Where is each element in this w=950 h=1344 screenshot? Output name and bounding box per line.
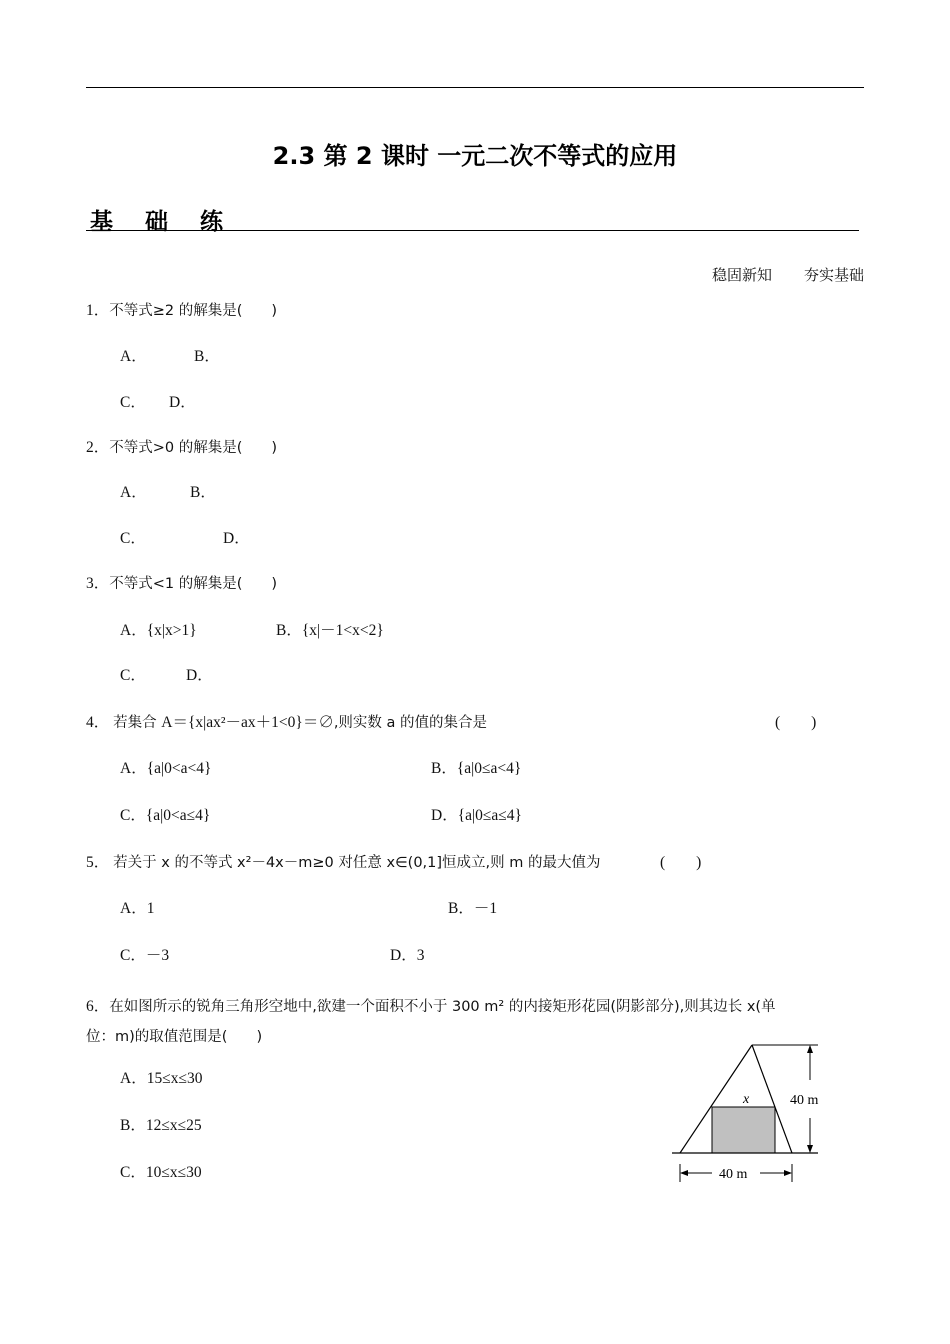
option-a[interactable]: A． bbox=[120, 484, 147, 501]
question-number: 4． bbox=[86, 714, 110, 731]
option-d[interactable] bbox=[431, 806, 522, 826]
option-a[interactable] bbox=[120, 759, 211, 779]
option-label: C． bbox=[120, 947, 146, 964]
question-6-line-2: 位：m)的取值范围是( ) bbox=[86, 1029, 263, 1045]
option-value: {a|0<a≤4} bbox=[145, 807, 211, 824]
option-b[interactable]: B． bbox=[194, 348, 220, 365]
option-d[interactable]: D． bbox=[186, 667, 213, 684]
option-value: 3 bbox=[416, 947, 425, 964]
option-label: A． bbox=[120, 900, 147, 917]
option-label: B． bbox=[276, 622, 302, 639]
question-3 bbox=[86, 574, 277, 594]
option-value: {a|0≤a≤4} bbox=[457, 807, 522, 824]
arrowhead-up bbox=[807, 1045, 813, 1053]
question-number: 2． bbox=[86, 439, 110, 456]
option-a[interactable]: A． bbox=[120, 348, 147, 365]
question-number: 1． bbox=[86, 302, 110, 319]
option-value: {a|0<a<4} bbox=[146, 760, 212, 777]
inscribed-rectangle bbox=[712, 1107, 775, 1153]
option-a[interactable] bbox=[120, 621, 197, 641]
option-label: B． bbox=[120, 1117, 146, 1134]
answer-bracket: ( ) bbox=[775, 714, 817, 731]
option-label: D． bbox=[390, 947, 417, 964]
option-d[interactable]: D． bbox=[169, 394, 196, 411]
option-c[interactable] bbox=[120, 946, 169, 966]
question-4 bbox=[86, 713, 487, 733]
arrowhead-down bbox=[807, 1145, 813, 1153]
option-d[interactable]: D． bbox=[223, 530, 250, 547]
arrowhead-left bbox=[680, 1170, 688, 1176]
question-text: 不等式<1 的解集是( ) bbox=[109, 576, 278, 592]
motto-left: 稳固新知 bbox=[711, 266, 772, 284]
question-1 bbox=[86, 301, 277, 321]
motto bbox=[712, 264, 864, 285]
option-b[interactable]: B． bbox=[190, 484, 216, 501]
option-label: D． bbox=[431, 807, 458, 824]
triangle-figure bbox=[672, 1036, 842, 1186]
option-b[interactable] bbox=[120, 1116, 202, 1136]
option-d[interactable] bbox=[390, 946, 424, 966]
top-rule bbox=[86, 87, 864, 88]
option-label: C． bbox=[120, 807, 146, 824]
question-text: 若关于 x 的不等式 x²－4x－m≥0 对任意 x∈(0,1]恒成立,则 m 的最大值为 bbox=[113, 855, 601, 871]
section-rule bbox=[86, 230, 859, 231]
option-a[interactable] bbox=[120, 1069, 202, 1089]
option-value: {a|0≤a<4} bbox=[456, 760, 522, 777]
option-label: A． bbox=[120, 622, 147, 639]
option-value: {x|－1<x<2} bbox=[301, 622, 384, 639]
option-c[interactable]: C． bbox=[120, 394, 146, 411]
option-label: B． bbox=[431, 760, 457, 777]
option-b[interactable] bbox=[276, 621, 384, 641]
option-c[interactable] bbox=[120, 1163, 202, 1183]
height-label: 40 m bbox=[790, 1093, 819, 1108]
question-number: 5． bbox=[86, 854, 110, 871]
question-text: 在如图所示的锐角三角形空地中,欲建一个面积不小于 300 m² 的内接矩形花园(阴影部分),则其边长 x(单 bbox=[109, 999, 776, 1015]
option-value: －3 bbox=[145, 947, 170, 964]
option-c[interactable]: C． bbox=[120, 530, 146, 547]
option-value: 1 bbox=[146, 900, 155, 917]
option-c[interactable]: C． bbox=[120, 667, 146, 684]
question-text-pre: 若集合 bbox=[113, 715, 162, 731]
question-text-post: ,则实数 a 的值的集合是 bbox=[333, 715, 488, 731]
question-text: 不等式≥2 的解集是( ) bbox=[109, 303, 278, 319]
question-number: 6． bbox=[86, 998, 110, 1015]
answer-bracket: ( ) bbox=[660, 854, 702, 871]
question-text: 不等式>0 的解集是( ) bbox=[109, 440, 278, 456]
side-label: x bbox=[743, 1092, 750, 1107]
option-value: {x|x>1} bbox=[146, 622, 197, 639]
base-label: 40 m bbox=[719, 1167, 748, 1182]
motto-right: 夯实基础 bbox=[803, 266, 864, 284]
option-b[interactable] bbox=[431, 759, 521, 779]
page-title: 2.3 第 2 课时 一元二次不等式的应用 bbox=[272, 142, 678, 170]
question-2 bbox=[86, 438, 277, 458]
option-label: C． bbox=[120, 1164, 146, 1181]
question-6-line-1 bbox=[86, 992, 866, 1022]
question-5 bbox=[86, 853, 601, 873]
option-label: A． bbox=[120, 760, 147, 777]
option-value: 15≤x≤30 bbox=[146, 1070, 203, 1087]
option-b[interactable] bbox=[448, 899, 497, 919]
option-c[interactable] bbox=[120, 806, 210, 826]
option-value: 10≤x≤30 bbox=[145, 1164, 202, 1181]
section-heading: 基 础 练 bbox=[90, 209, 236, 235]
arrowhead-right bbox=[784, 1170, 792, 1176]
option-value: －1 bbox=[473, 900, 498, 917]
option-a[interactable] bbox=[120, 899, 154, 919]
question-number: 3． bbox=[86, 575, 110, 592]
option-label: A． bbox=[120, 1070, 147, 1087]
option-label: B． bbox=[448, 900, 474, 917]
question-math: A＝{x|ax²－ax＋1<0}＝∅ bbox=[161, 714, 334, 731]
option-value: 12≤x≤25 bbox=[145, 1117, 202, 1134]
